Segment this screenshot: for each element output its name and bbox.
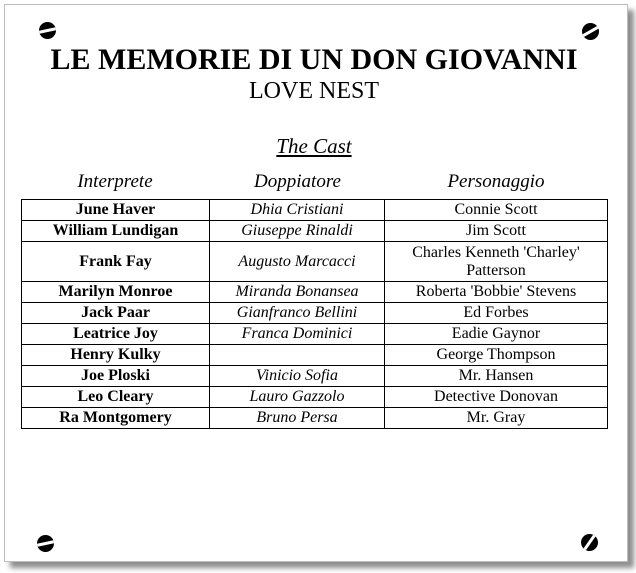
screw-icon	[37, 535, 54, 552]
role-cell: Eadie Gaynor	[385, 324, 608, 345]
screw-icon	[582, 23, 599, 40]
dubber-cell: Dhia Cristiani	[210, 200, 385, 221]
actor-cell: Ra Montgomery	[22, 408, 210, 429]
cast-table	[21, 199, 608, 429]
actor-cell: Leatrice Joy	[22, 324, 210, 345]
film-title: LE MEMORIE DI UN DON GIOVANNI	[50, 43, 578, 76]
dubber-cell: Giuseppe Rinaldi	[210, 221, 385, 242]
dubber-cell: Augusto Marcacci	[210, 242, 385, 282]
cast-heading: The Cast	[276, 134, 352, 158]
column-header-role: Personaggio	[447, 171, 545, 192]
table-row	[22, 366, 608, 387]
role-cell: Charles Kenneth 'Charley' Patterson	[385, 242, 608, 282]
actor-cell: Leo Cleary	[22, 387, 210, 408]
actor-cell: Joe Ploski	[22, 366, 210, 387]
table-row	[22, 200, 608, 221]
table-row	[22, 324, 608, 345]
table-row	[22, 345, 608, 366]
role-cell: George Thompson	[385, 345, 608, 366]
dubber-cell: Miranda Bonansea	[210, 282, 385, 303]
table-row	[22, 221, 608, 242]
dubber-cell: Lauro Gazzolo	[210, 387, 385, 408]
dubber-cell: Gianfranco Bellini	[210, 303, 385, 324]
table-row	[22, 408, 608, 429]
original-title: LOVE NEST	[249, 78, 379, 104]
cast-plaque	[4, 4, 628, 562]
table-row	[22, 303, 608, 324]
dubber-cell: Vinicio Sofia	[210, 366, 385, 387]
column-header-actor: Interprete	[77, 171, 153, 192]
dubber-cell	[210, 345, 385, 366]
role-cell: Jim Scott	[385, 221, 608, 242]
screw-icon	[39, 22, 56, 39]
actor-cell: William Lundigan	[22, 221, 210, 242]
table-row	[22, 387, 608, 408]
actor-cell: Frank Fay	[22, 242, 210, 282]
role-cell: Detective Donovan	[385, 387, 608, 408]
role-cell: Mr. Hansen	[385, 366, 608, 387]
actor-cell: Marilyn Monroe	[22, 282, 210, 303]
table-row	[22, 242, 608, 282]
role-cell: Roberta 'Bobbie' Stevens	[385, 282, 608, 303]
column-header-dubber: Doppiatore	[254, 171, 341, 192]
role-cell: Mr. Gray	[385, 408, 608, 429]
actor-cell: June Haver	[22, 200, 210, 221]
actor-cell: Jack Paar	[22, 303, 210, 324]
role-cell: Connie Scott	[385, 200, 608, 221]
dubber-cell: Bruno Persa	[210, 408, 385, 429]
table-row	[22, 282, 608, 303]
dubber-cell: Franca Dominici	[210, 324, 385, 345]
role-cell: Ed Forbes	[385, 303, 608, 324]
screw-icon	[581, 534, 598, 551]
actor-cell: Henry Kulky	[22, 345, 210, 366]
